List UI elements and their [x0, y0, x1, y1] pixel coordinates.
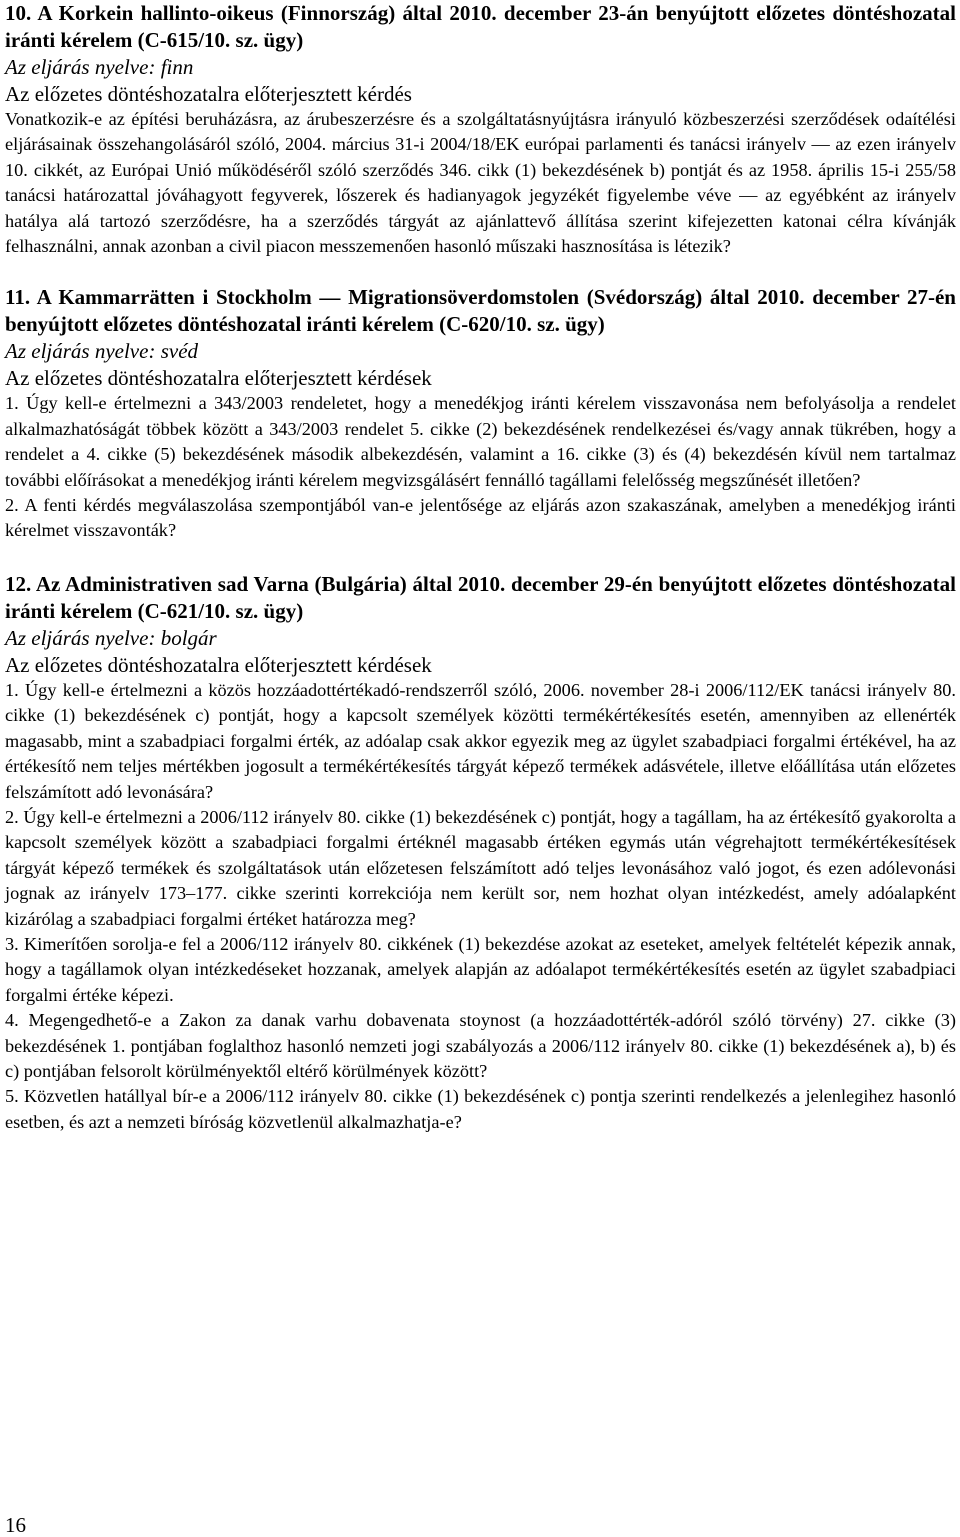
- section-spacer: [5, 259, 956, 284]
- question-paragraph: 4. Megengedhető-e a Zakon za danak varhu dobavenata stoynost (a hozzáadottérték-adóról szóló törvény) 27. cikke (3) bekezdésének 1. pontjában foglalthoz hasonló nemzeti jogi szabályozás a 2006/112 irányelv 80. cikke (1) bekezdésének a), b) és c) pontjában felsorolt körülményektől eltérő körülmények között?: [5, 1010, 956, 1081]
- case-section-10: [5, 0, 956, 259]
- question-paragraph: 2. Úgy kell-e értelmezni a 2006/112 irányelv 80. cikke (1) bekezdésének c) pontját, hogy a tagállam, ha az értékesítő gyakorolta a kapcsolt személyek között a szabadpiaci forgalmi értéknél magasabb értéken egymás után végrehajtott termékértékesítések tárgyát képező termékek és szolgáltatások után előzetesen felszámított adó teljes levonásához való jogot, és ezen adólevonási jognak az irányelv 173–177. cikke szerinti korrekciója nem került sor, nem hozhat olyan intézkedést, amely adóalapként kizárólag a szabadpiaci forgalmi értéket határozza meg?: [5, 806, 956, 929]
- page-number: 16: [5, 1513, 26, 1537]
- case-section-11: [5, 284, 956, 543]
- question-paragraph: 1. Úgy kell-e értelmezni a 343/2003 rendeletet, hogy a menedékjog iránti kérelem visszavonása nem befolyásolja a rendelet alkalmazhatóságát többek között a 343/2003 rendelet 5. cikke (2) bekezdésének rendelkezései és/vagy annak tükrében, hogy a rendelet a 4. cikke (5) bekezdésének második albekezdésén, valamint a 16. cikke (3) és (4) bekezdésén kívül nem tartalmaz további előírásokat a menedékjog iránti kérelem megvizsgálásért fennálló tagállami felelősség megszűnését illetően?: [5, 393, 956, 490]
- question-heading: Az előzetes döntéshozatalra előterjesztett kérdés: [5, 82, 412, 106]
- question-paragraph: 2. A fenti kérdés megválaszolása szempontjából van-e jelentősége az eljárás azon szakaszának, amelyben a menedékjog iránti kérelmet visszavonták?: [5, 495, 956, 541]
- section-spacer: [5, 544, 956, 571]
- question-paragraph: 5. Közvetlen hatállyal bír-e a 2006/112 irányelv 80. cikke (1) bekezdésének c) pontja szerinti rendelkezés a jelenlegihez hasonló esetben, és azt a nemzeti bíróság közvetlenül alkalmazhatja-e?: [5, 1086, 956, 1132]
- question-paragraph: 1. Úgy kell-e értelmezni a közös hozzáadottértékadó-rendszerről szóló, 2006. november 28-i 2006/112/EK tanácsi irányelv 80. cikke (1) bekezdésének c) pontját, hogy a kapcsolt személyek közötti termékértékesítés esetén, amennyiben az ellenérték magasabb, mint a szabadpiaci forgalmi érték, az adóalap csak akkor egyezik meg az ügylet szabadpiaci forgalmi értékével, ha az értékesítő nem teljes mértékben jogosult a termékértékesítés tárgyát képező termékek adásvétele, illetve előállítása után előzetes felszámított adó levonására?: [5, 679, 956, 802]
- question-heading: Az előzetes döntéshozatalra előterjesztett kérdések: [5, 366, 432, 391]
- question-paragraph: 3. Kimerítően sorolja-e fel a 2006/112 irányelv 80. cikkének (1) bekezdése azokat az eseteket, amelyek feltételét képezik annak, hogy a tagállamok olyan intézkedéseket hozzanak, amelyek alapján az adóalapot termékértékesítés esetén az ügylet szabadpiaci forgalmi értéke képezi.: [5, 933, 956, 1005]
- case-section-12: [5, 571, 956, 1135]
- question-paragraph: Vonatkozik-e az építési beruházásra, az árubeszerzésre és a szolgáltatásnyújtásra irányuló közbeszerzési szerződések odaítélési eljárásainak összehangolásáról szóló, 2004. március 31-i 2004/18/EK európai parlamenti és tanácsi irányelv — az ezen irányelv 10. cikkét, az Európai Unió működéséről szóló szerződés 346. cikk (1) bekezdésének b) pontját és az 1958. április 15-i 255/58 tanácsi határozattal jóváhagyott fegyverek, lőszerek és hadianyagok jegyzékét figyelembe véve — az egyébként az irányelv hatálya alá tartozó szerződésre, ha a szerződés tárgyát az ajánlattevő állítása szerint kifejezetten katonai célra kívánják felhasználni, annak azonban a civil piacon messzemenően hasonló műszaki hasznosítása is létezik?: [5, 109, 956, 257]
- procedure-language: Az eljárás nyelve: bolgár: [5, 625, 217, 650]
- case-title: 10. A Korkein hallinto-oikeus (Finnország) által 2010. december 23-án benyújtott előzetes döntéshozatal iránti kérelem (C-615/10. sz. ügy): [5, 1, 956, 52]
- procedure-language: Az eljárás nyelve: finn: [5, 55, 194, 79]
- document-page: [5, 0, 956, 1135]
- procedure-language: Az eljárás nyelve: svéd: [5, 339, 199, 364]
- case-title: 11. A Kammarrätten i Stockholm — Migrationsöverdomstolen (Svédország) által 2010. december 27-én benyújtott előzetes döntéshozatal iránti kérelem (C-620/10. sz. ügy): [5, 285, 956, 337]
- case-title: 12. Az Administrativen sad Varna (Bulgária) által 2010. december 29-én benyújtott előzetes döntéshozatal iránti kérelem (C-621/10. sz. ügy): [5, 571, 956, 623]
- question-heading: Az előzetes döntéshozatalra előterjesztett kérdések: [5, 652, 432, 677]
